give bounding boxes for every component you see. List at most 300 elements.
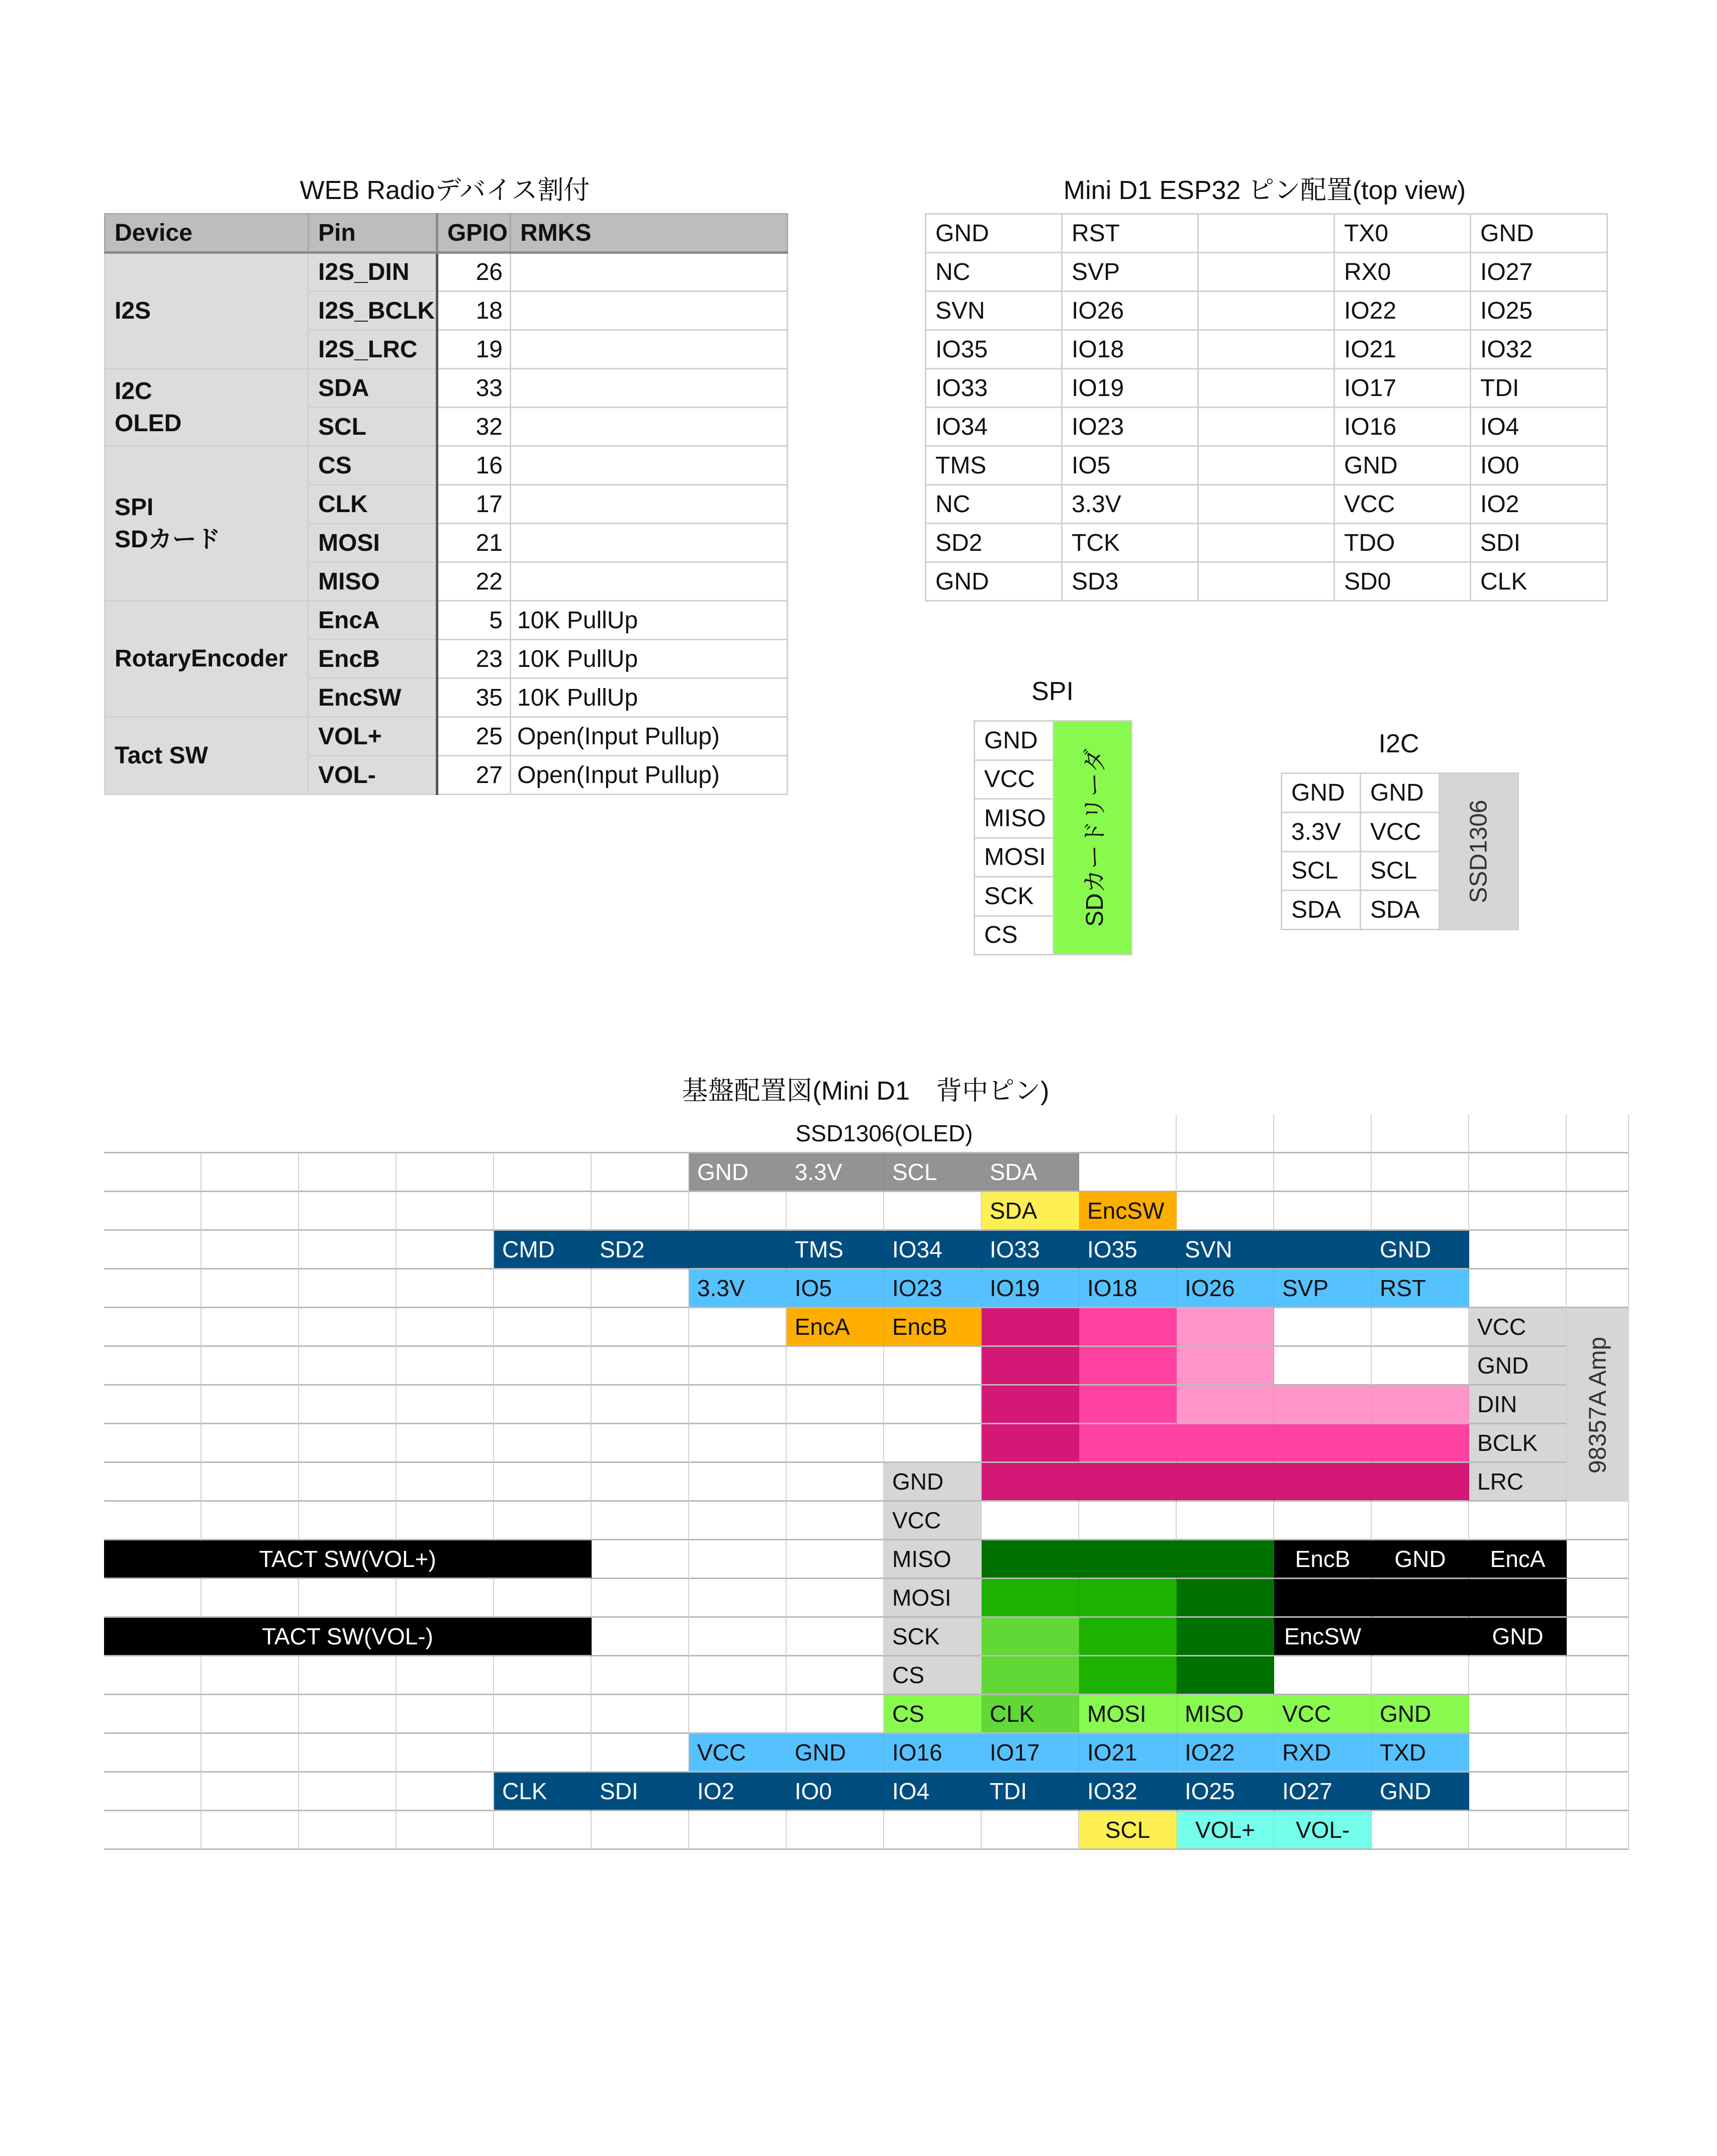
pin-label-cell — [1198, 291, 1334, 330]
pin-cell: TDI — [982, 1773, 1079, 1811]
pin-cell: 3.3V — [689, 1269, 787, 1308]
grid-cell — [397, 1192, 494, 1231]
pin-cell: EncB — [1274, 1540, 1372, 1579]
grid-cell — [299, 1424, 397, 1463]
spi-pin-cell: GND — [975, 721, 1054, 760]
grid-cell — [494, 1463, 592, 1502]
wire-cell — [1177, 1656, 1274, 1695]
grid-cell — [592, 1424, 689, 1463]
grid-cell — [1567, 1773, 1629, 1811]
grid-cell — [202, 1347, 299, 1386]
pin-label-cell: IO25 — [1471, 291, 1607, 330]
grid-cell — [397, 1269, 494, 1308]
pin-cell: GND — [1372, 1231, 1469, 1269]
wire-cell — [1079, 1347, 1177, 1386]
pin-cell: MOSI — [1079, 1695, 1177, 1734]
grid-cell — [689, 1811, 787, 1850]
pin-cell: SSD1306(OLED) — [689, 1115, 1079, 1153]
grid-cell — [104, 1734, 202, 1773]
grid-cell — [1372, 1192, 1469, 1231]
wire-cell — [1079, 1618, 1177, 1656]
grid-cell — [1469, 1695, 1567, 1734]
grid-cell — [494, 1579, 592, 1618]
grid-cell — [689, 1192, 787, 1231]
pin-label-cell — [1198, 214, 1334, 253]
pin-label-cell: SVN — [926, 291, 1062, 330]
grid-cell — [1567, 1656, 1629, 1695]
i2c-pin-cell: VCC — [1361, 812, 1440, 851]
grid-cell — [494, 1695, 592, 1734]
pin-label-cell — [1198, 330, 1334, 369]
pin-label-cell: IO17 — [1334, 369, 1471, 408]
wire-cell — [1177, 1579, 1274, 1618]
grid-cell — [592, 1347, 689, 1386]
pin-cell: GND — [689, 1153, 787, 1192]
grid-cell — [104, 1269, 202, 1308]
table-row — [926, 369, 1607, 408]
grid-cell — [1567, 1269, 1629, 1308]
pin-label-cell: 3.3V — [1062, 485, 1198, 524]
grid-cell — [202, 1153, 299, 1192]
pin-label-cell: IO4 — [1471, 408, 1607, 446]
grid-cell — [689, 1656, 787, 1695]
grid-cell — [1469, 1773, 1567, 1811]
grid-cell — [1469, 1269, 1567, 1308]
pin-label-cell: SVP — [1062, 253, 1198, 291]
wire-cell — [1177, 1386, 1274, 1424]
gpio-cell: 19 — [437, 330, 511, 369]
grid-cell — [202, 1386, 299, 1424]
pin-cell: EncA — [1469, 1540, 1567, 1579]
grid-cell — [299, 1192, 397, 1231]
pin-label-cell: SDI — [1471, 524, 1607, 562]
pin-label-cell: RST — [1062, 214, 1198, 253]
grid-cell — [1372, 1153, 1469, 1192]
pin-label-cell: TCK — [1062, 524, 1198, 562]
grid-cell — [494, 1386, 592, 1424]
grid-cell — [1469, 1153, 1567, 1192]
pin-cell: IO18 — [1079, 1269, 1177, 1308]
pin-cell: EncB — [309, 640, 437, 678]
pin-label-cell — [1198, 562, 1334, 601]
grid-cell — [397, 1811, 494, 1850]
table-row — [105, 601, 788, 640]
table-row — [926, 446, 1607, 485]
grid-cell — [787, 1540, 884, 1579]
rmks-cell — [511, 253, 788, 291]
grid-cell — [1567, 1540, 1629, 1579]
wire-cell — [1079, 1540, 1177, 1579]
pin-cell: EncSW — [1079, 1192, 1177, 1231]
wire-cell — [1079, 1386, 1177, 1424]
grid-cell — [299, 1579, 397, 1618]
grid-cell — [787, 1656, 884, 1695]
grid-cell — [1469, 1656, 1567, 1695]
pin-cell: GND — [884, 1463, 982, 1502]
rmks-cell — [511, 524, 788, 562]
grid-cell — [494, 1308, 592, 1347]
grid-cell — [104, 1424, 202, 1463]
pin-label-cell: IO5 — [1062, 446, 1198, 485]
grid-cell — [1177, 1153, 1274, 1192]
grid-cell — [1274, 1502, 1372, 1540]
header-pin: Pin — [309, 214, 437, 253]
pin-cell: TACT SW(VOL-) — [104, 1618, 592, 1656]
pin-cell: MISO — [309, 562, 437, 601]
wire-cell — [1177, 1540, 1274, 1579]
rmks-cell: 10K PullUp — [511, 601, 788, 640]
pin-label-cell: IO27 — [1471, 253, 1607, 291]
table-row — [975, 721, 1132, 760]
wire-cell — [1177, 1308, 1274, 1347]
pin-cell: 3.3V — [787, 1153, 884, 1192]
grid-cell — [397, 1579, 494, 1618]
pin-cell: SDA — [982, 1192, 1079, 1231]
grid-cell — [1567, 1811, 1629, 1850]
pin-label-cell: TMS — [926, 446, 1062, 485]
grid-cell — [1469, 1231, 1567, 1269]
amp-module-label: 98357A Amp — [1567, 1308, 1629, 1502]
grid-cell — [104, 1192, 202, 1231]
wire-cell — [1177, 1424, 1274, 1463]
grid-cell — [299, 1463, 397, 1502]
pin-cell: VCC — [1469, 1308, 1567, 1347]
grid-cell — [1372, 1502, 1469, 1540]
pin-cell: I2S_LRC — [309, 330, 437, 369]
grid-cell — [592, 1192, 689, 1231]
gpio-cell: 21 — [437, 524, 511, 562]
pin-cell: EncA — [309, 601, 437, 640]
table-row — [105, 369, 788, 408]
grid-cell — [104, 1231, 202, 1269]
i2c-title: I2C — [1378, 729, 1419, 758]
pin-cell: IO21 — [1079, 1734, 1177, 1773]
grid-cell — [1372, 1347, 1469, 1386]
device-assignment-table — [104, 213, 788, 795]
device-cell: I2S — [105, 253, 309, 369]
grid-cell — [1469, 1502, 1567, 1540]
wire-cell — [689, 1231, 787, 1269]
pin-label-cell: IO16 — [1334, 408, 1471, 446]
grid-cell — [494, 1811, 592, 1850]
grid-cell — [1469, 1115, 1567, 1153]
pin-cell: GND — [787, 1734, 884, 1773]
pin-label-cell: IO33 — [926, 369, 1062, 408]
grid-cell — [1469, 1811, 1567, 1850]
table-row — [926, 485, 1607, 524]
rmks-cell — [511, 485, 788, 524]
i2c-pin-table — [1281, 772, 1519, 930]
wire-cell — [982, 1308, 1079, 1347]
grid-cell — [1274, 1192, 1372, 1231]
grid-cell — [104, 1347, 202, 1386]
grid-cell — [202, 1269, 299, 1308]
pin-cell: VOL+ — [309, 717, 437, 756]
grid-cell — [689, 1618, 787, 1656]
grid-cell — [299, 1386, 397, 1424]
grid-cell — [787, 1695, 884, 1734]
grid-cell — [202, 1463, 299, 1502]
grid-cell — [592, 1269, 689, 1308]
pin-cell: IO19 — [982, 1269, 1079, 1308]
wire-cell — [982, 1540, 1079, 1579]
pin-cell: IO23 — [884, 1269, 982, 1308]
pin-cell: SVN — [1177, 1231, 1274, 1269]
table-row — [926, 562, 1607, 601]
grid-cell — [689, 1308, 787, 1347]
grid-cell — [884, 1811, 982, 1850]
grid-cell — [104, 1463, 202, 1502]
header-gpio: GPIO — [437, 214, 511, 253]
grid-cell — [1567, 1115, 1629, 1153]
grid-cell — [689, 1579, 787, 1618]
spi-pin-cell: VCC — [975, 760, 1054, 799]
pin-cell: VOL- — [1274, 1811, 1372, 1850]
device-table-title: WEB Radioデバイス割付 — [300, 176, 590, 205]
pin-label-cell — [1198, 369, 1334, 408]
table-row — [926, 291, 1607, 330]
grid-cell — [592, 1579, 689, 1618]
grid-cell — [494, 1153, 592, 1192]
pin-cell: BCLK — [1469, 1424, 1567, 1463]
pin-cell: IO22 — [1177, 1734, 1274, 1773]
grid-cell — [884, 1424, 982, 1463]
pin-label-cell: TDI — [1471, 369, 1607, 408]
grid-cell — [104, 1153, 202, 1192]
grid-cell — [1274, 1153, 1372, 1192]
pin-cell: CMD — [494, 1231, 592, 1269]
spi-pin-cell: MOSI — [975, 838, 1054, 877]
wire-cell — [1079, 1424, 1177, 1463]
pin-cell: CS — [884, 1656, 982, 1695]
grid-cell — [1177, 1502, 1274, 1540]
grid-cell — [494, 1502, 592, 1540]
grid-cell — [202, 1695, 299, 1734]
grid-cell — [1274, 1656, 1372, 1695]
grid-cell — [689, 1386, 787, 1424]
i2c-pin-cell: SCL — [1361, 851, 1440, 891]
grid-cell — [1079, 1502, 1177, 1540]
grid-cell — [1567, 1502, 1629, 1540]
gpio-cell: 32 — [437, 408, 511, 446]
grid-cell — [1567, 1153, 1629, 1192]
grid-cell — [299, 1734, 397, 1773]
rmks-cell — [511, 562, 788, 601]
wire-cell — [1274, 1463, 1372, 1502]
pin-label-cell: IO32 — [1471, 330, 1607, 369]
wire-cell — [982, 1656, 1079, 1695]
sd-card-reader-module — [1054, 721, 1132, 955]
spi-title: SPI — [1031, 677, 1074, 706]
wire-cell — [1079, 1308, 1177, 1347]
spi-pin-cell: CS — [975, 916, 1054, 955]
pin-label-cell: SD3 — [1062, 562, 1198, 601]
grid-cell — [104, 1502, 202, 1540]
grid-cell — [202, 1424, 299, 1463]
pin-cell: IO17 — [982, 1734, 1079, 1773]
pin-cell: IO5 — [787, 1269, 884, 1308]
grid-cell — [397, 1386, 494, 1424]
grid-cell — [592, 1618, 689, 1656]
grid-cell — [1079, 1153, 1177, 1192]
pin-label-cell — [1198, 408, 1334, 446]
pin-cell: IO27 — [1274, 1773, 1372, 1811]
rmks-cell — [511, 446, 788, 485]
grid-cell — [202, 1502, 299, 1540]
pin-label-cell — [1198, 446, 1334, 485]
grid-cell — [397, 1231, 494, 1269]
pin-label-cell: SD2 — [926, 524, 1062, 562]
pin-label-cell: RX0 — [1334, 253, 1471, 291]
grid-cell — [202, 1579, 299, 1618]
grid-cell — [299, 1308, 397, 1347]
pin-label-cell: CLK — [1471, 562, 1607, 601]
grid-cell — [787, 1811, 884, 1850]
wire-cell — [1079, 1579, 1177, 1618]
gpio-cell: 17 — [437, 485, 511, 524]
grid-cell — [787, 1618, 884, 1656]
grid-cell — [397, 1695, 494, 1734]
pin-cell: SD2 — [592, 1231, 689, 1269]
pin-cell: IO34 — [884, 1231, 982, 1269]
wire-cell — [1177, 1347, 1274, 1386]
pin-cell: IO0 — [787, 1773, 884, 1811]
pin-cell: LRC — [1469, 1463, 1567, 1502]
grid-cell — [689, 1540, 787, 1579]
grid-cell — [1274, 1308, 1372, 1347]
table-row — [105, 446, 788, 485]
grid-cell — [299, 1269, 397, 1308]
gpio-cell: 33 — [437, 369, 511, 408]
grid-cell — [299, 1153, 397, 1192]
pin-cell: EncA — [787, 1308, 884, 1347]
pin-cell: IO26 — [1177, 1269, 1274, 1308]
pin-label-cell: IO19 — [1062, 369, 1198, 408]
rmks-cell — [511, 369, 788, 408]
grid-cell — [397, 1773, 494, 1811]
grid-cell — [494, 1192, 592, 1231]
grid-cell — [202, 1656, 299, 1695]
rmks-cell: 10K PullUp — [511, 640, 788, 678]
pin-cell: DIN — [1469, 1386, 1567, 1424]
grid-cell — [592, 1153, 689, 1192]
grid-cell — [299, 1347, 397, 1386]
gpio-cell: 18 — [437, 291, 511, 330]
grid-cell — [884, 1192, 982, 1231]
grid-cell — [592, 1502, 689, 1540]
i2c-pin-cell: GND — [1361, 773, 1440, 813]
header-rmks: RMKS — [511, 214, 788, 253]
pin-cell: IO25 — [1177, 1773, 1274, 1811]
i2c-pin-cell: GND — [1282, 773, 1361, 813]
grid-cell — [494, 1734, 592, 1773]
grid-cell — [104, 1773, 202, 1811]
grid-cell — [592, 1386, 689, 1424]
pin-cell: GND — [1372, 1773, 1469, 1811]
pin-cell: TMS — [787, 1231, 884, 1269]
grid-cell — [397, 1424, 494, 1463]
grid-cell — [202, 1308, 299, 1347]
grid-cell — [787, 1579, 884, 1618]
grid-cell — [592, 1734, 689, 1773]
grid-cell — [1469, 1192, 1567, 1231]
grid-cell — [397, 1463, 494, 1502]
gpio-cell: 5 — [437, 601, 511, 640]
grid-cell — [299, 1502, 397, 1540]
pin-label-cell: NC — [926, 485, 1062, 524]
grid-cell — [397, 1502, 494, 1540]
pin-cell: EncSW — [309, 678, 437, 717]
gpio-cell: 23 — [437, 640, 511, 678]
pin-cell: MOSI — [309, 524, 437, 562]
pin-cell: TACT SW(VOL+) — [104, 1540, 592, 1579]
pin-label-cell — [1198, 253, 1334, 291]
grid-cell — [787, 1463, 884, 1502]
pin-cell: IO33 — [982, 1231, 1079, 1269]
grid-cell — [1372, 1308, 1469, 1347]
pin-cell: I2S_DIN — [309, 253, 437, 291]
grid-cell — [787, 1424, 884, 1463]
ssd1306-label: SSD1306 — [1465, 800, 1492, 903]
pin-label-cell: IO26 — [1062, 291, 1198, 330]
rmks-cell — [511, 330, 788, 369]
table-row — [926, 408, 1607, 446]
grid-cell — [1177, 1115, 1274, 1153]
table-row — [926, 214, 1607, 253]
pin-cell: SDA — [309, 369, 437, 408]
table-row — [926, 330, 1607, 369]
pin-cell: IO35 — [1079, 1231, 1177, 1269]
pin-cell: GND — [1469, 1618, 1567, 1656]
wire-cell — [1469, 1579, 1567, 1618]
pin-label-cell — [1198, 524, 1334, 562]
pin-cell: SCK — [884, 1618, 982, 1656]
grid-cell — [884, 1386, 982, 1424]
grid-cell — [787, 1192, 884, 1231]
pin-label-cell: IO21 — [1334, 330, 1471, 369]
spi-pin-cell: MISO — [975, 799, 1054, 838]
device-cell: I2C OLED — [105, 369, 309, 446]
pin-cell: IO2 — [689, 1773, 787, 1811]
grid-cell — [104, 1308, 202, 1347]
pin-label-cell: TDO — [1334, 524, 1471, 562]
pin-cell: EncB — [884, 1308, 982, 1347]
pin-cell: CLK — [309, 485, 437, 524]
grid-cell — [1372, 1656, 1469, 1695]
pin-cell: TXD — [1372, 1734, 1469, 1773]
grid-cell — [202, 1192, 299, 1231]
grid-cell — [884, 1347, 982, 1386]
pin-label-cell: NC — [926, 253, 1062, 291]
pin-cell: SDA — [982, 1153, 1079, 1192]
grid-cell — [397, 1153, 494, 1192]
pin-label-cell: IO34 — [926, 408, 1062, 446]
grid-cell — [592, 1811, 689, 1850]
grid-cell — [1274, 1115, 1372, 1153]
i2c-pin-cell: SCL — [1282, 851, 1361, 891]
grid-cell — [494, 1347, 592, 1386]
grid-cell — [299, 1811, 397, 1850]
pin-label-cell: VCC — [1334, 485, 1471, 524]
header-device: Device — [105, 214, 309, 253]
gpio-cell: 27 — [437, 756, 511, 795]
pin-label-cell: IO18 — [1062, 330, 1198, 369]
pin-label-cell: GND — [1334, 446, 1471, 485]
rmks-cell: Open(Input Pullup) — [511, 756, 788, 795]
pin-cell: GND — [1469, 1347, 1567, 1386]
pin-label-cell: GND — [1471, 214, 1607, 253]
rmks-cell: 10K PullUp — [511, 678, 788, 717]
